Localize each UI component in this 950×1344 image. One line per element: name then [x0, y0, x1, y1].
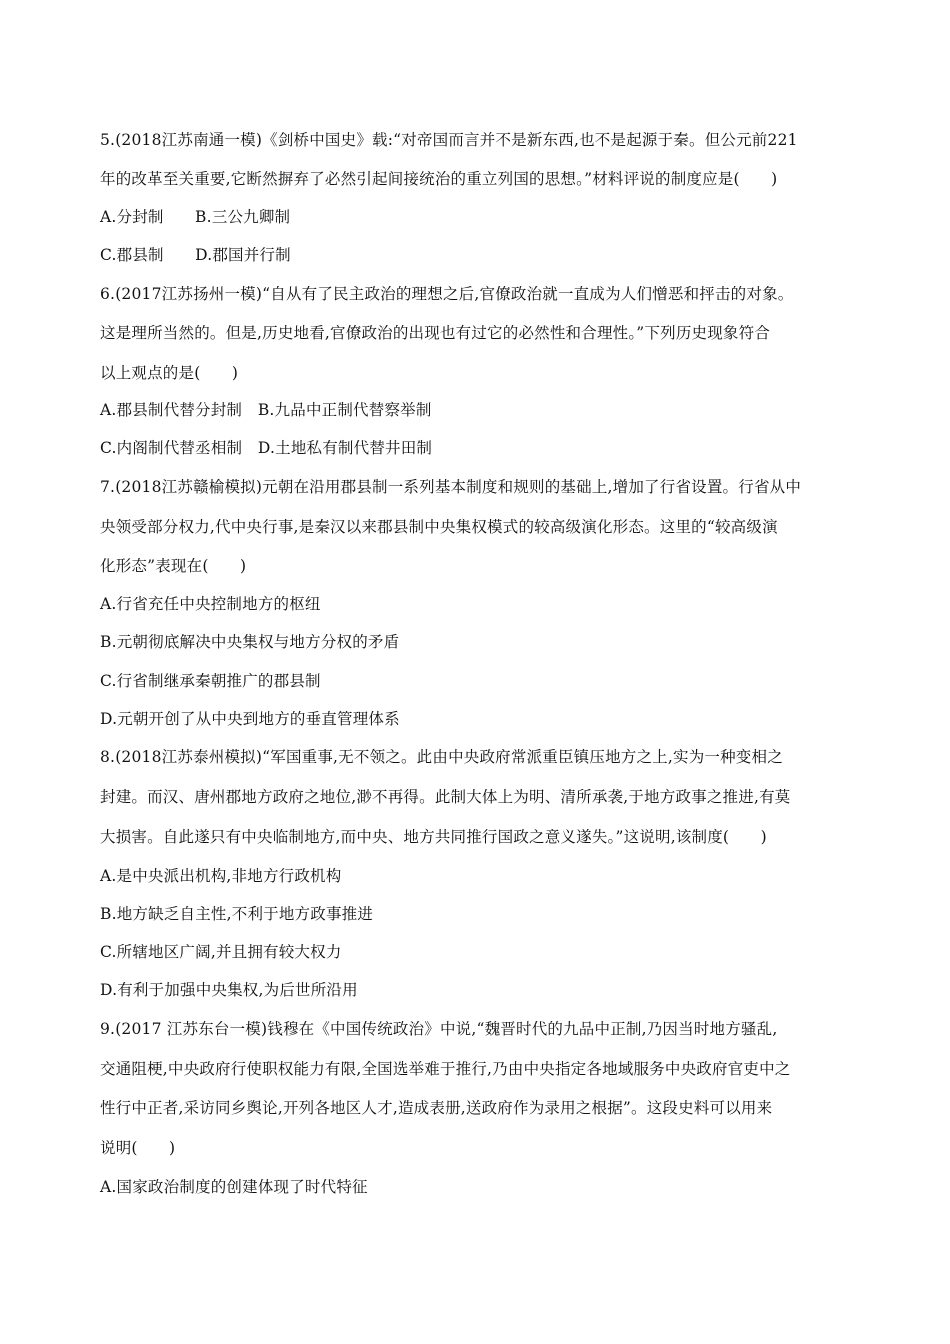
q7-stem-line-3: 化形态”表现在( ) [100, 557, 247, 575]
q7-option-c: C.行省制继承秦朝推广的郡县制 [100, 672, 321, 690]
q9-stem-line-3: 性行中正者,采访同乡舆论,开列各地区人才,造成表册,送政府作为录用之根据”。这段史料可以用来 [100, 1099, 773, 1117]
q8-option-d: D.有利于加强中央集权,为后世所沿用 [100, 981, 358, 999]
q5-stem-line-1: 5.(2018江苏南通一模)《剑桥中国史》载:“对帝国而言并不是新东西,也不是起源于秦。但公元前221 [100, 131, 798, 149]
q6-stem-line-3: 以上观点的是( ) [100, 364, 239, 382]
q7-option-d: D.元朝开创了从中央到地方的垂直管理体系 [100, 710, 400, 728]
q7-stem-line-2: 央领受部分权力,代中央行事,是秦汉以来郡县制中央集权模式的较高级演化形态。这里的“较高级演 [100, 518, 778, 536]
q7-option-b: B.元朝彻底解决中央集权与地方分权的矛盾 [100, 633, 400, 651]
q6-stem-line-1: 6.(2017江苏扬州一模)“自从有了民主政治的理想之后,官僚政治就一直成为人们憎恶和抨击的对象。 [100, 285, 794, 303]
q6-options-ab: A.郡县制代替分封制 B.九品中正制代替察举制 [100, 401, 432, 419]
q8-stem-line-3: 大损害。自此遂只有中央临制地方,而中央、地方共同推行国政之意义遂失。”这说明,该制度( ) [100, 828, 767, 846]
q8-stem-line-1: 8.(2018江苏泰州模拟)“军国重事,无不领之。此由中央政府常派重臣镇压地方之上,实为一种变相之 [100, 748, 783, 766]
q7-stem-line-1: 7.(2018江苏赣榆模拟)元朝在沿用郡县制一系列基本制度和规则的基础上,增加了行省设置。行省从中 [100, 478, 802, 496]
q8-option-b: B.地方缺乏自主性,不利于地方政事推进 [100, 905, 374, 923]
q8-option-a: A.是中央派出机构,非地方行政机构 [100, 867, 342, 885]
q8-option-c: C.所辖地区广阔,并且拥有较大权力 [100, 943, 342, 961]
q7-option-a: A.行省充任中央控制地方的枢纽 [100, 595, 321, 613]
q5-stem-line-2: 年的改革至关重要,它断然摒弃了必然引起间接统治的重立列国的思想。”材料评说的制度应是( ) [100, 170, 778, 188]
q9-option-a: A.国家政治制度的创建体现了时代特征 [100, 1178, 368, 1196]
q9-stem-line-1: 9.(2017 江苏东台一模)钱穆在《中国传统政治》中说,“魏晋时代的九品中正制,乃因当时地方骚乱, [100, 1020, 778, 1038]
q6-options-cd: C.内阁制代替丞相制 D.土地私有制代替井田制 [100, 439, 433, 457]
q5-options-cd: C.郡县制 D.郡国并行制 [100, 246, 291, 264]
q9-stem-line-4: 说明( ) [100, 1139, 176, 1157]
q6-stem-line-2: 这是理所当然的。但是,历史地看,官僚政治的出现也有过它的必然性和合理性。”下列历史现象符合 [100, 324, 771, 342]
q9-stem-line-2: 交通阻梗,中央政府行使职权能力有限,全国选举难于推行,乃由中央指定各地域服务中央政府官吏中之 [100, 1060, 791, 1078]
q8-stem-line-2: 封建。而汉、唐州郡地方政府之地位,渺不再得。此制大体上为明、清所承袭,于地方政事之推进,有莫 [100, 788, 791, 806]
q5-options-ab: A.分封制 B.三公九卿制 [100, 208, 291, 226]
